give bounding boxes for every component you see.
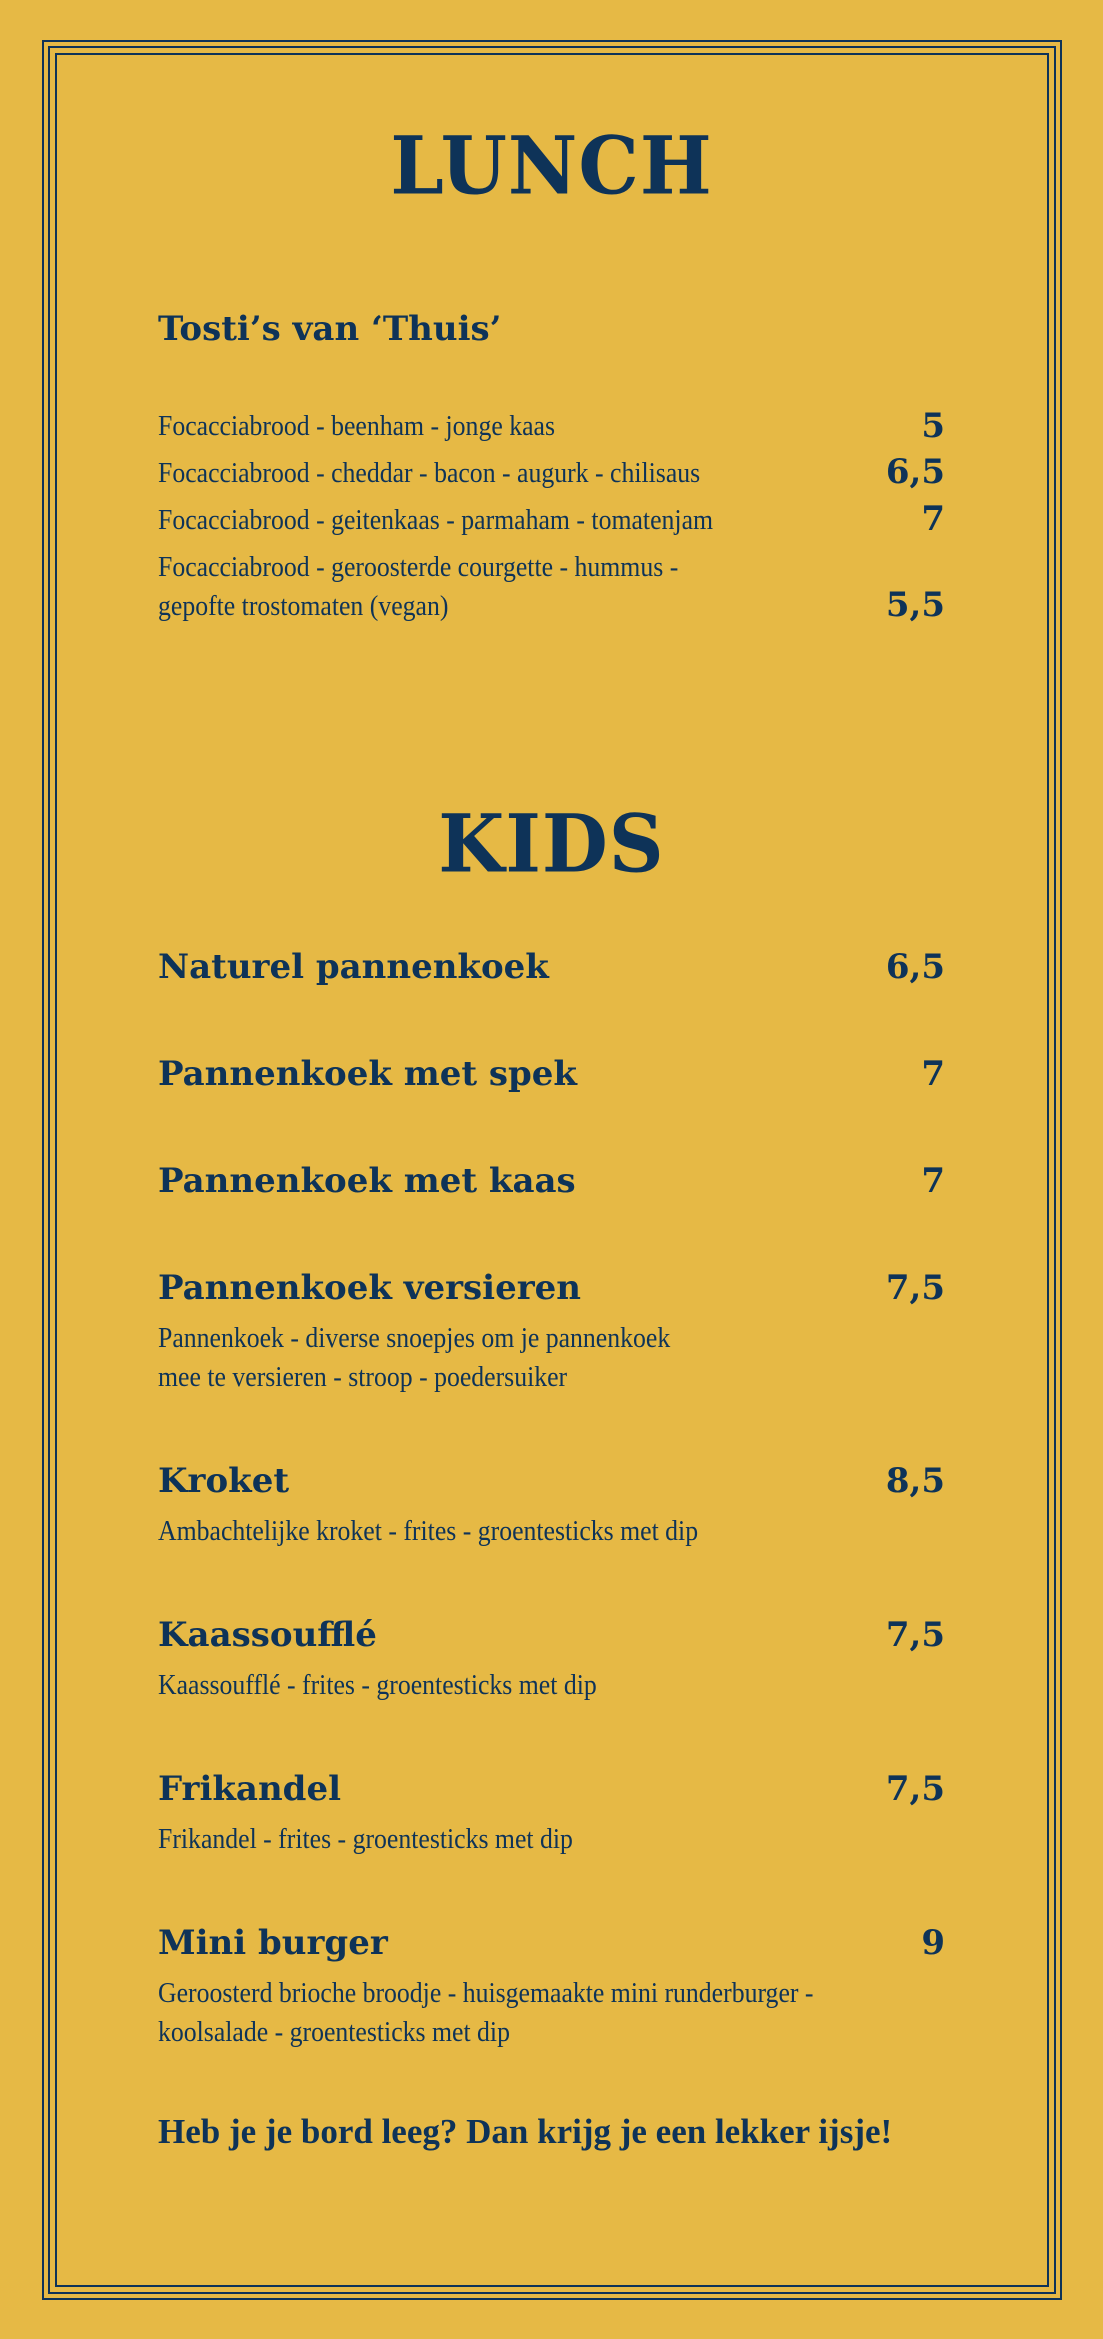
lunch-item-2-desc: Focacciabrood - cheddar - bacon - augurk - chilisaus	[158, 458, 701, 489]
kids-item-7-desc: Frikandel - frites - groentesticks met dip	[158, 1824, 573, 1855]
kids-item-4-name: Pannenkoek versieren	[158, 1268, 581, 1308]
closing-note: Heb je je bord leeg? Dan krijg je een lekker ijsje!	[158, 2112, 893, 2151]
lunch-item-4-price: 5,5	[885, 585, 945, 625]
kids-title: KIDS	[438, 796, 665, 891]
lunch-item-1-desc: Focacciabrood - beenham - jonge kaas	[158, 411, 555, 442]
kids-item-3-price: 7	[921, 1161, 945, 1201]
kids-item-7-price: 7,5	[885, 1769, 945, 1809]
kids-item-4-price: 7,5	[885, 1268, 945, 1308]
kids-item-6-price: 7,5	[885, 1615, 945, 1655]
kids-item-7-name: Frikandel	[158, 1769, 341, 1809]
kids-item-5-name: Kroket	[158, 1461, 290, 1501]
kids-item-5-desc: Ambachtelijke kroket - frites - groentesticks met dip	[158, 1516, 699, 1547]
kids-item-4-desc-line1: Pannenkoek - diverse snoepjes om je pannenkoek	[158, 1323, 671, 1354]
lunch-item-3-price: 7	[921, 499, 945, 539]
kids-item-6-name: Kaassoufflé	[158, 1615, 377, 1655]
kids-item-8-desc-line2: koolsalade - groentesticks met dip	[158, 2017, 510, 2048]
kids-item-2-price: 7	[921, 1054, 945, 1094]
kids-item-1-name: Naturel pannenkoek	[158, 947, 549, 987]
lunch-subtitle: Tosti’s van ‘Thuis’	[158, 309, 502, 349]
kids-item-3-name: Pannenkoek met kaas	[158, 1161, 576, 1201]
lunch-item-2-price: 6,5	[885, 452, 945, 492]
kids-item-8-price: 9	[921, 1923, 945, 1963]
lunch-item-4-desc-line1: Focacciabrood - geroosterde courgette - hummus -	[158, 552, 679, 583]
lunch-item-4-desc-line2: gepofte trostomaten (vegan)	[158, 591, 449, 622]
lunch-title: LUNCH	[390, 118, 713, 213]
kids-item-8-desc-line1: Geroosterd brioche broodje - huisgemaakte mini runderburger -	[158, 1978, 814, 2009]
kids-item-8-name: Mini burger	[158, 1923, 388, 1963]
kids-item-1-price: 6,5	[885, 947, 945, 987]
lunch-item-3-desc: Focacciabrood - geitenkaas - parmaham - tomatenjam	[158, 505, 714, 536]
kids-item-5-price: 8,5	[885, 1461, 945, 1501]
kids-item-2-name: Pannenkoek met spek	[158, 1054, 577, 1094]
kids-item-6-desc: Kaassoufflé - frites - groentesticks met dip	[158, 1670, 597, 1701]
kids-item-4-desc-line2: mee te versieren - stroop - poedersuiker	[158, 1362, 568, 1393]
lunch-item-1-price: 5	[921, 406, 945, 446]
